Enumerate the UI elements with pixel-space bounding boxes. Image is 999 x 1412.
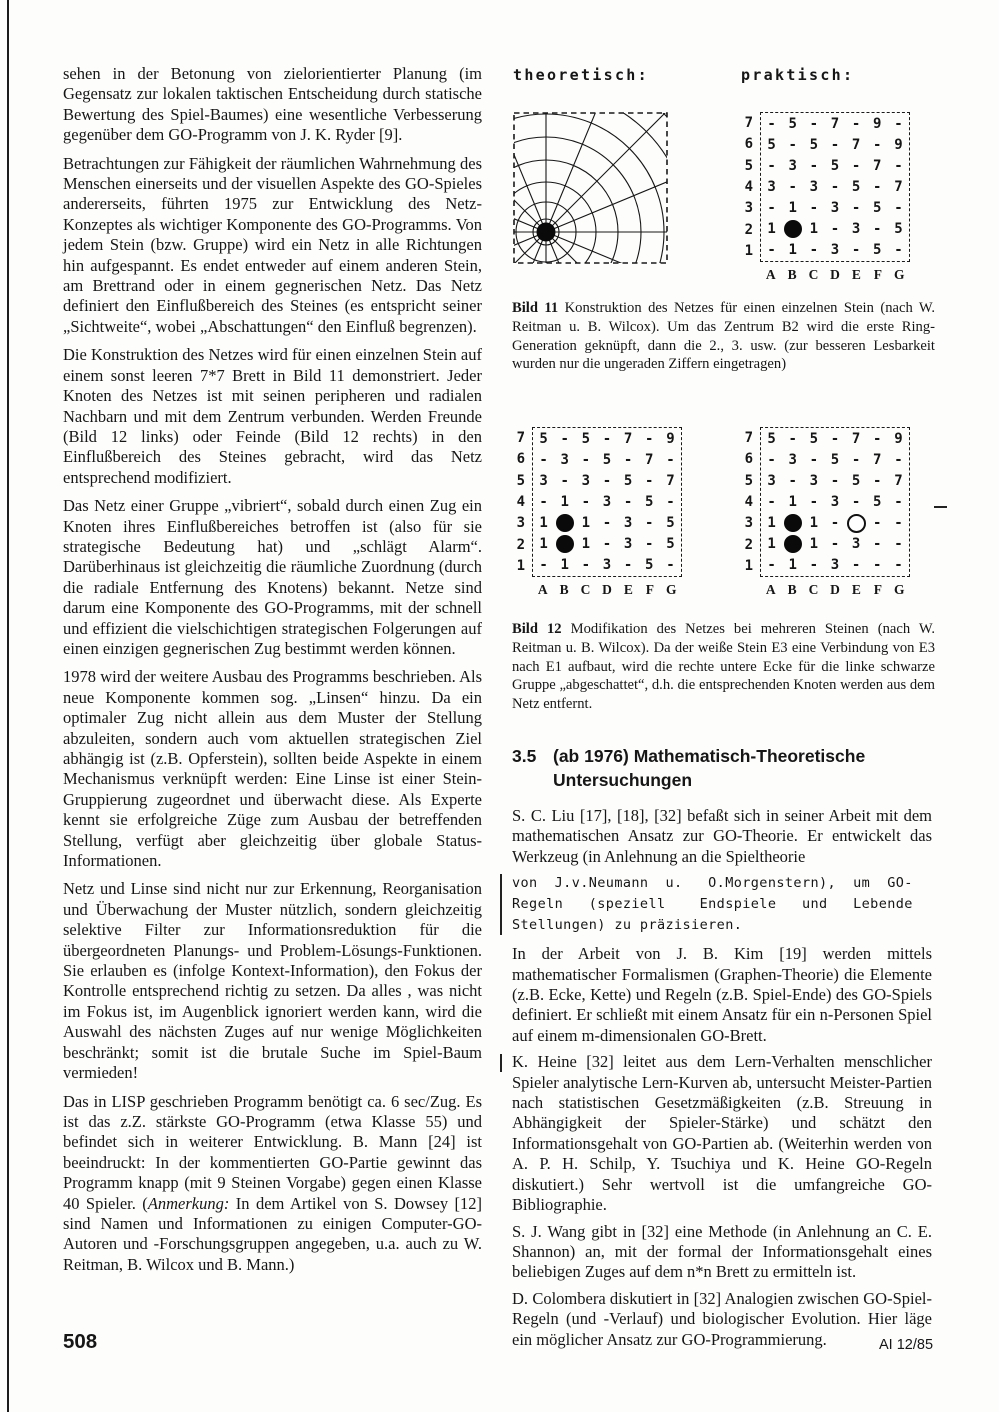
grid-cell: 1 bbox=[581, 515, 591, 532]
grid-cell: 7 bbox=[873, 157, 882, 174]
column-label: F bbox=[873, 267, 882, 282]
dashed-board-border bbox=[532, 427, 682, 577]
grid-cell: 7 bbox=[666, 472, 675, 489]
grid-cell: - bbox=[666, 557, 675, 574]
grid-cell: 5 bbox=[767, 430, 776, 447]
grid-cell: 5 bbox=[788, 115, 797, 132]
paragraph-with-margin-tick bbox=[512, 1052, 932, 1215]
grid-cell: 3 bbox=[602, 493, 612, 510]
grid-cell: 1 bbox=[788, 242, 797, 259]
paragraph: Die Konstruktion des Netzes wird für einen einzelnen Stein auf einem sonst leeren 7*7 Brett in Bild 11 demonstriert. Jeder Knoten des Netzes ist mit seinen peripheren und radialen Nachbarn und mit dem Zentrum verbunden. Werden Freunde (Bild 12 links) oder Feinde (Bild 12 rechts) in den Einflußbereich des Steines gebracht, wird das Netz entsprechend modifiziert. bbox=[63, 345, 482, 487]
paragraph: sehen in der Betonung von zielorientierter Planung (im Gegensatz zur lokalen taktischen Entscheidung durch statische Bewertung des Spiel-Baumes) eine wesentliche Verbesserung gegenüber dem GO-Programm von J. K. Ryder [9]. bbox=[63, 64, 482, 145]
section-heading bbox=[512, 744, 932, 792]
grid-cell: 1 bbox=[767, 536, 776, 553]
grid-cell: 5 bbox=[666, 536, 675, 553]
grid-cell: - bbox=[767, 157, 776, 174]
grid-cell: 9 bbox=[894, 136, 903, 153]
row-label: 1 bbox=[744, 558, 753, 575]
grid-cell: - bbox=[809, 451, 819, 468]
paragraph: D. Colombera diskutiert in [32] Analogien zwischen GO-Spiel-Regeln (und -Verlauf) und biologischer Evolution. Hier läge ein möglicher Ansatz zur GO-Programmierung. bbox=[512, 1288, 932, 1349]
grid-cell: 1 bbox=[581, 536, 591, 553]
grid-cell: 5 bbox=[645, 493, 654, 510]
column-label: G bbox=[665, 582, 677, 597]
grid-cell: 3 bbox=[830, 242, 840, 259]
grid-cell: - bbox=[560, 430, 569, 447]
figure-label-practical: praktisch: bbox=[741, 66, 855, 84]
column-label: B bbox=[787, 267, 797, 282]
grid-cell: - bbox=[894, 200, 903, 217]
grid-cell: 3 bbox=[767, 178, 776, 195]
grid-cell bbox=[846, 513, 867, 534]
grid-cell: - bbox=[873, 136, 882, 153]
grid-cell: 5 bbox=[666, 515, 675, 532]
right-text-column bbox=[512, 744, 932, 1356]
grid-cell: 3 bbox=[809, 178, 819, 195]
paragraph: 1978 wird der weitere Ausbau des Programms beschrieben. Als neue Komponente kommen sog. „Linsen“ hinzu. Da ein optimaler Zug nicht allein aus dem Muster der Stellung abzuleiten, sondern auch vom aktuellen strategischen Ziel abhängig ist (z.B. Opferstein), sollten beide Aspekte in einem Mechanismus verknüpft werden: Eine Linse ist einer Stein-Gruppierung zugeordnet und überwacht diese. Als Experte kennt sie erfolgreiche Züge zum Ausbau der betreffenden Stellung, verfügt aber gleichzeitig über globale Status-Informationen. bbox=[63, 667, 482, 871]
grid-cell bbox=[782, 513, 803, 534]
grid-cell: - bbox=[623, 451, 633, 468]
row-label: 1 bbox=[744, 243, 753, 260]
paragraph: K. Heine [32] leitet aus dem Lern-Verhalten menschlicher Spieler analytische Lern-Kurven ab, untersucht Meister-Partien nach statistischen Gesetzmäßigkeiten (z.B. Streuung in Abhängigkeit der Spieler-Stärke) und schätzt den Informationsgehalt von GO-Partien ab. (Weiterhin werden von A. P. H. Schilp, Y. Tsuchiya und K. Heine GO-Regeln diskutiert.) Sehr wertvoll ist die umfangreiche GO-Bibliographie. bbox=[512, 1052, 932, 1215]
grid-cell: 7 bbox=[894, 472, 903, 489]
grid-cell: - bbox=[788, 136, 797, 153]
grid-cell: - bbox=[767, 200, 776, 217]
grid-cell: - bbox=[767, 493, 776, 510]
grid-cell: - bbox=[894, 242, 903, 259]
grid-cell: 3 bbox=[560, 451, 569, 468]
column-label: F bbox=[645, 582, 654, 597]
column-label: C bbox=[808, 267, 819, 282]
grid-cell: - bbox=[894, 536, 903, 553]
grid-cell: 1 bbox=[809, 515, 819, 532]
column-label: D bbox=[830, 582, 840, 597]
grid-cell: - bbox=[666, 451, 675, 468]
paragraph-text: In dem Artikel von S. Dowsey [12] sind Namen und Informationen zu einigen Computer-GO-Autoren und -Forschungsgruppen angegeben, u.a. auch zu W. Reitman, B. Wilcox und B. Mann.) bbox=[63, 1193, 482, 1274]
row-label: 3 bbox=[744, 515, 753, 532]
journal-issue-label: AI 12/85 bbox=[879, 1337, 934, 1353]
grid-cell: - bbox=[645, 515, 654, 532]
grid-cell: 3 bbox=[851, 536, 861, 553]
grid-cell bbox=[554, 513, 575, 534]
grid-cell: - bbox=[602, 515, 612, 532]
grid-cell: 3 bbox=[623, 515, 633, 532]
row-label: 4 bbox=[744, 493, 753, 510]
grid-cell: - bbox=[645, 536, 654, 553]
grid-cell: - bbox=[581, 557, 591, 574]
grid-cell: - bbox=[666, 493, 675, 510]
column-label: C bbox=[580, 582, 591, 597]
black-stone bbox=[784, 535, 802, 553]
left-text-column bbox=[63, 64, 482, 1283]
grid-cell: - bbox=[645, 472, 654, 489]
paragraph: S. J. Wang gibt in [32] eine Methode (in Anlehnung an C. E. Shannon) an, mit der formal der Informationsgehalt eines beliebigen Zuges auf dem n*n Brett zu ermitteln ist. bbox=[512, 1221, 932, 1282]
row-label: 2 bbox=[744, 536, 753, 553]
grid-cell: - bbox=[830, 178, 840, 195]
grid-cell: 7 bbox=[830, 115, 840, 132]
grid-cell: - bbox=[851, 157, 861, 174]
grid-cell: 5 bbox=[581, 430, 591, 447]
paragraph-text: Das in LISP geschrieben Programm benötigt ca. 6 sec/Zug. Es ist das z.Z. stärkste GO-Programm (etwa Klasse 55) und befindet sich in weiterer Entwicklung. B. Mann [24] ist beeindruckt: In der kommentierten GO-Partie gewinnt das Programm knapp (mit 9 Steinen Vorgabe) gegen einen Klasse 40 Spieler. ( bbox=[63, 1091, 482, 1213]
section-number: 3.5 bbox=[512, 746, 537, 766]
column-label: A bbox=[537, 582, 548, 597]
grid-cell: - bbox=[830, 430, 840, 447]
row-label: 6 bbox=[744, 136, 753, 153]
grid-cell: - bbox=[830, 136, 840, 153]
grid-cell: 3 bbox=[788, 157, 797, 174]
grid-cell: - bbox=[851, 115, 861, 132]
grid-cell: 3 bbox=[581, 472, 591, 489]
grid-cell: - bbox=[767, 451, 776, 468]
row-label: 6 bbox=[744, 451, 753, 468]
grid-cell: - bbox=[830, 536, 840, 553]
grid-cell: 5 bbox=[851, 472, 861, 489]
black-stone bbox=[537, 223, 556, 242]
column-label: C bbox=[808, 582, 819, 597]
grid-cell: 1 bbox=[539, 515, 548, 532]
grid-cell: - bbox=[581, 451, 591, 468]
grid-cell: 5 bbox=[767, 136, 776, 153]
section-title-line2: Untersuchungen bbox=[553, 770, 693, 790]
grid-cell: 1 bbox=[788, 493, 797, 510]
row-label: 2 bbox=[744, 221, 753, 238]
row-label: 5 bbox=[516, 472, 525, 489]
grid-cell: - bbox=[851, 493, 861, 510]
row-label: 4 bbox=[516, 493, 525, 510]
row-label: 1 bbox=[516, 558, 525, 575]
column-label: B bbox=[559, 582, 569, 597]
grid-cell: - bbox=[873, 472, 882, 489]
row-label: 2 bbox=[516, 536, 525, 553]
grid-cell: - bbox=[851, 557, 861, 574]
typewriter-line: von J.v.Neumann u. O.Morgenstern), um GO- bbox=[512, 875, 913, 892]
grid-cell: 1 bbox=[560, 557, 569, 574]
grid-cell: 5 bbox=[851, 178, 861, 195]
net-web-figure bbox=[509, 106, 673, 272]
grid-cell: 9 bbox=[666, 430, 675, 447]
grid-cell: - bbox=[809, 115, 819, 132]
grid-cell: 1 bbox=[788, 557, 797, 574]
column-label: D bbox=[602, 582, 612, 597]
grid-cell bbox=[782, 219, 803, 240]
grid-cell bbox=[782, 534, 803, 555]
grid-cell: 7 bbox=[894, 178, 903, 195]
grid-cell: - bbox=[602, 430, 612, 447]
grid-cell: - bbox=[894, 557, 903, 574]
typewriter-line: Regeln (speziell Endspiele und Lebende bbox=[512, 896, 913, 913]
go-board-bild11 bbox=[737, 112, 910, 283]
grid-cell: - bbox=[894, 451, 903, 468]
grid-cell: - bbox=[873, 536, 882, 553]
paragraph: In der Arbeit von J. B. Kim [19] werden mittels mathematischer Formalismen (Graphen-Theorie) die Elemente (z.B. Ecke, Kette) und Regeln (z.B. Spiel-Ende) des GO-Spiels definiert. Er schließt mit einem Ansatz für ein n-Personen Spiel auf einem m-dimensionalen GO-Brett. bbox=[512, 944, 932, 1045]
paragraph: Netz und Linse sind nicht nur zur Erkennung, Reorganisation und Überwachung der Muster nützlich, sondern gleichzeitig selektive Filter zur Informationsreduktion für die übergeordneten Planungs- und Problem-Lösungs-Funktionen. Sie erlauben es (infolge Kontext-Information), den Fokus der Kontrolle entsprechend richtig zu setzen. Da alles , was nicht im Fokus ist, im Augenblick ignoriert werden kann, wird die Auswahl des nächsten Zuges auf nur wenige Möglichkeiten beschränkt; somit ist die brutale Suche im Spiel-Baum vermieden! bbox=[63, 879, 482, 1083]
grid-cell: - bbox=[873, 430, 882, 447]
grid-cell: - bbox=[560, 472, 569, 489]
grid-cell: 3 bbox=[602, 557, 612, 574]
grid-cell: 1 bbox=[767, 221, 776, 238]
column-label: G bbox=[893, 267, 905, 282]
grid-cell: 5 bbox=[623, 472, 633, 489]
grid-cell: - bbox=[539, 557, 548, 574]
section-title-line1: (ab 1976) Mathematisch-Theoretische bbox=[553, 746, 866, 766]
grid-cell: - bbox=[809, 493, 819, 510]
net-rings-and-rays bbox=[509, 106, 673, 272]
row-label: 3 bbox=[744, 200, 753, 217]
section-title bbox=[553, 744, 865, 792]
grid-cell: - bbox=[873, 221, 882, 238]
grid-cell: - bbox=[788, 472, 797, 489]
grid-cell: 7 bbox=[623, 430, 633, 447]
column-label: A bbox=[765, 267, 776, 282]
italic-note-label: Anmerkung: bbox=[147, 1193, 230, 1213]
figure-label-theoretical: theoretisch: bbox=[513, 66, 649, 84]
go-board-bild12-left bbox=[509, 427, 682, 598]
grid-cell: - bbox=[830, 472, 840, 489]
paragraph: Das Netz einer Gruppe „vibriert“, sobald durch einen Zug ein Knoten ihres Einflußbereiches betroffen ist (also für sie strategische Bedeutung hat) und „schlägt Alarm“. Darüberhinaus ist gleichzeitig die räumliche Zuordnung (durch die radiale Entfernung des Knotens) bekannt. Netze sind darum eine Komponente des GO-Programms, mit der schnell und effizient die vielschichtigen strategischen Folgerungen auf einen einzigen gegnerischen Zug bestimmt werden können. bbox=[63, 496, 482, 658]
caption-label: Bild 11 bbox=[512, 300, 559, 316]
grid-cell: - bbox=[830, 515, 840, 532]
grid-cell: - bbox=[539, 493, 548, 510]
black-stone bbox=[784, 220, 802, 238]
dashed-board-border bbox=[760, 427, 910, 577]
black-stone bbox=[556, 535, 574, 553]
go-board-bild12-right bbox=[737, 427, 910, 598]
grid-cell: 1 bbox=[539, 536, 548, 553]
grid-cell: - bbox=[873, 515, 882, 532]
column-label: A bbox=[765, 582, 776, 597]
margin-rule bbox=[500, 874, 502, 935]
paragraph: Betrachtungen zur Fähigkeit der räumlichen Wahrnehmung des Menschen einerseits und der visuellen Aspekte des GO-Spieles andererseits, führten 1975 zur Entwicklung des Netz-Konzeptes als wichtiger Komponente des GO-Programms. Von jedem Stein (bzw. Gruppe) wird ein Netz in alle Richtungen hin aufgespannt. Es endet entweder auf einem anderen Stein, am Brettrand oder in einem gegnerischen Netz. Das Netz definiert den Einflußbereich des Steines (es entspricht seiner „Sichtweite“, wobei „Abschattungen“ den Einfluß begrenzen). bbox=[63, 153, 482, 336]
grid-cell: - bbox=[873, 178, 882, 195]
grid-cell: 9 bbox=[894, 430, 903, 447]
grid-cell: 9 bbox=[873, 115, 882, 132]
grid-cell: - bbox=[767, 557, 776, 574]
grid-cell: 5 bbox=[873, 493, 882, 510]
grid-cell: - bbox=[894, 515, 903, 532]
grid-cell: - bbox=[894, 115, 903, 132]
dashed-board-border bbox=[760, 112, 910, 262]
row-label: 5 bbox=[744, 157, 753, 174]
grid-cell: - bbox=[645, 430, 654, 447]
grid-cell: - bbox=[602, 536, 612, 553]
figure-caption-bild12 bbox=[512, 620, 935, 714]
caption-label: Bild 12 bbox=[512, 621, 562, 637]
grid-cell: - bbox=[767, 115, 776, 132]
grid-cell: 3 bbox=[830, 200, 840, 217]
grid-cell bbox=[554, 534, 575, 555]
grid-cell: 3 bbox=[539, 472, 548, 489]
grid-cell: - bbox=[581, 493, 591, 510]
grid-cell: 1 bbox=[809, 221, 819, 238]
grid-cell: 7 bbox=[851, 136, 861, 153]
row-label: 6 bbox=[516, 451, 525, 468]
grid-cell: - bbox=[851, 242, 861, 259]
grid-cell: 3 bbox=[809, 472, 819, 489]
grid-cell: 1 bbox=[560, 493, 569, 510]
column-label: E bbox=[851, 267, 861, 282]
grid-cell: 1 bbox=[788, 200, 797, 217]
row-label: 3 bbox=[516, 515, 525, 532]
white-stone bbox=[847, 514, 866, 533]
column-label: B bbox=[787, 582, 797, 597]
scan-gutter-line bbox=[7, 0, 9, 1412]
typewriter-insert bbox=[512, 873, 932, 936]
grid-cell: 5 bbox=[894, 221, 903, 238]
grid-cell: - bbox=[788, 178, 797, 195]
grid-cell: - bbox=[623, 493, 633, 510]
black-stone bbox=[556, 514, 574, 532]
grid-cell: 5 bbox=[809, 430, 819, 447]
grid-cell: - bbox=[830, 221, 840, 238]
grid-cell: - bbox=[809, 557, 819, 574]
grid-cell: - bbox=[809, 242, 819, 259]
grid-cell: 5 bbox=[809, 136, 819, 153]
column-label: E bbox=[623, 582, 633, 597]
grid-cell: 5 bbox=[830, 451, 840, 468]
grid-cell: 3 bbox=[830, 557, 840, 574]
page-number: 508 bbox=[63, 1330, 98, 1353]
grid-cell: - bbox=[623, 557, 633, 574]
grid-cell: 7 bbox=[851, 430, 861, 447]
grid-cell: - bbox=[894, 157, 903, 174]
margin-tick bbox=[500, 1054, 502, 1072]
black-stone bbox=[784, 514, 802, 532]
caption-text: Konstruktion des Netzes für einen einzelnen Stein (nach W. Reitman u. B. Wilcox). Um das Zentrum B2 wird die erste Ring-Generation geknüpft, dann die 2., 3. usw. (zur besseren Lesbarkeit wurden nur die ungeraden Ziffern eingetragen) bbox=[512, 300, 935, 373]
grid-cell: - bbox=[851, 200, 861, 217]
grid-cell: 1 bbox=[809, 536, 819, 553]
row-label: 7 bbox=[744, 114, 753, 131]
figure-caption-bild11 bbox=[512, 299, 935, 374]
grid-cell: - bbox=[539, 451, 548, 468]
caption-text: Modifikation des Netzes bei mehreren Steinen (nach W. Reitman u. B. Wilcox). Da der weiße Stein E3 eine Verbindung von E3 nach E1 aufbaut, wird die rechte untere Ecke für die linke schwarze Gruppe „abgeschattet“, d.h. die entsprechenden Knoten werden aus dem Netz entfernt. bbox=[512, 621, 935, 713]
grid-cell: - bbox=[873, 557, 882, 574]
grid-cell: - bbox=[767, 242, 776, 259]
row-label: 7 bbox=[516, 429, 525, 446]
grid-cell: 5 bbox=[873, 200, 882, 217]
row-label: 7 bbox=[744, 429, 753, 446]
grid-cell: 5 bbox=[645, 557, 654, 574]
grid-cell: - bbox=[851, 451, 861, 468]
grid-cell: 5 bbox=[830, 157, 840, 174]
grid-cell: - bbox=[602, 472, 612, 489]
grid-cell: 3 bbox=[788, 451, 797, 468]
grid-cell: 5 bbox=[602, 451, 612, 468]
paragraph: S. C. Liu [17], [18], [32] befaßt sich in seiner Arbeit mit dem mathematischen Ansatz zur GO-Theorie. Er entwickelt das Werkzeug (in Anlehnung an die Spieltheorie bbox=[512, 806, 932, 866]
grid-cell: 3 bbox=[851, 221, 861, 238]
grid-cell: - bbox=[788, 430, 797, 447]
column-label: G bbox=[893, 582, 905, 597]
column-label: F bbox=[873, 582, 882, 597]
grid-cell: 3 bbox=[623, 536, 633, 553]
column-label: D bbox=[830, 267, 840, 282]
grid-cell: 5 bbox=[873, 242, 882, 259]
row-label: 5 bbox=[744, 472, 753, 489]
typewriter-line: Stellungen) zu präzisieren. bbox=[512, 917, 743, 934]
grid-cell: 7 bbox=[645, 451, 654, 468]
grid-cell: 3 bbox=[830, 493, 840, 510]
grid-cell: - bbox=[894, 493, 903, 510]
grid-cell: - bbox=[809, 200, 819, 217]
grid-cell: 5 bbox=[539, 430, 548, 447]
column-label: E bbox=[851, 582, 861, 597]
grid-cell: 7 bbox=[873, 451, 882, 468]
grid-cell: 3 bbox=[767, 472, 776, 489]
grid-cell: - bbox=[809, 157, 819, 174]
row-label: 4 bbox=[744, 178, 753, 195]
grid-cell: 1 bbox=[767, 515, 776, 532]
paragraph bbox=[63, 1092, 482, 1276]
margin-correction-mark bbox=[934, 506, 947, 508]
